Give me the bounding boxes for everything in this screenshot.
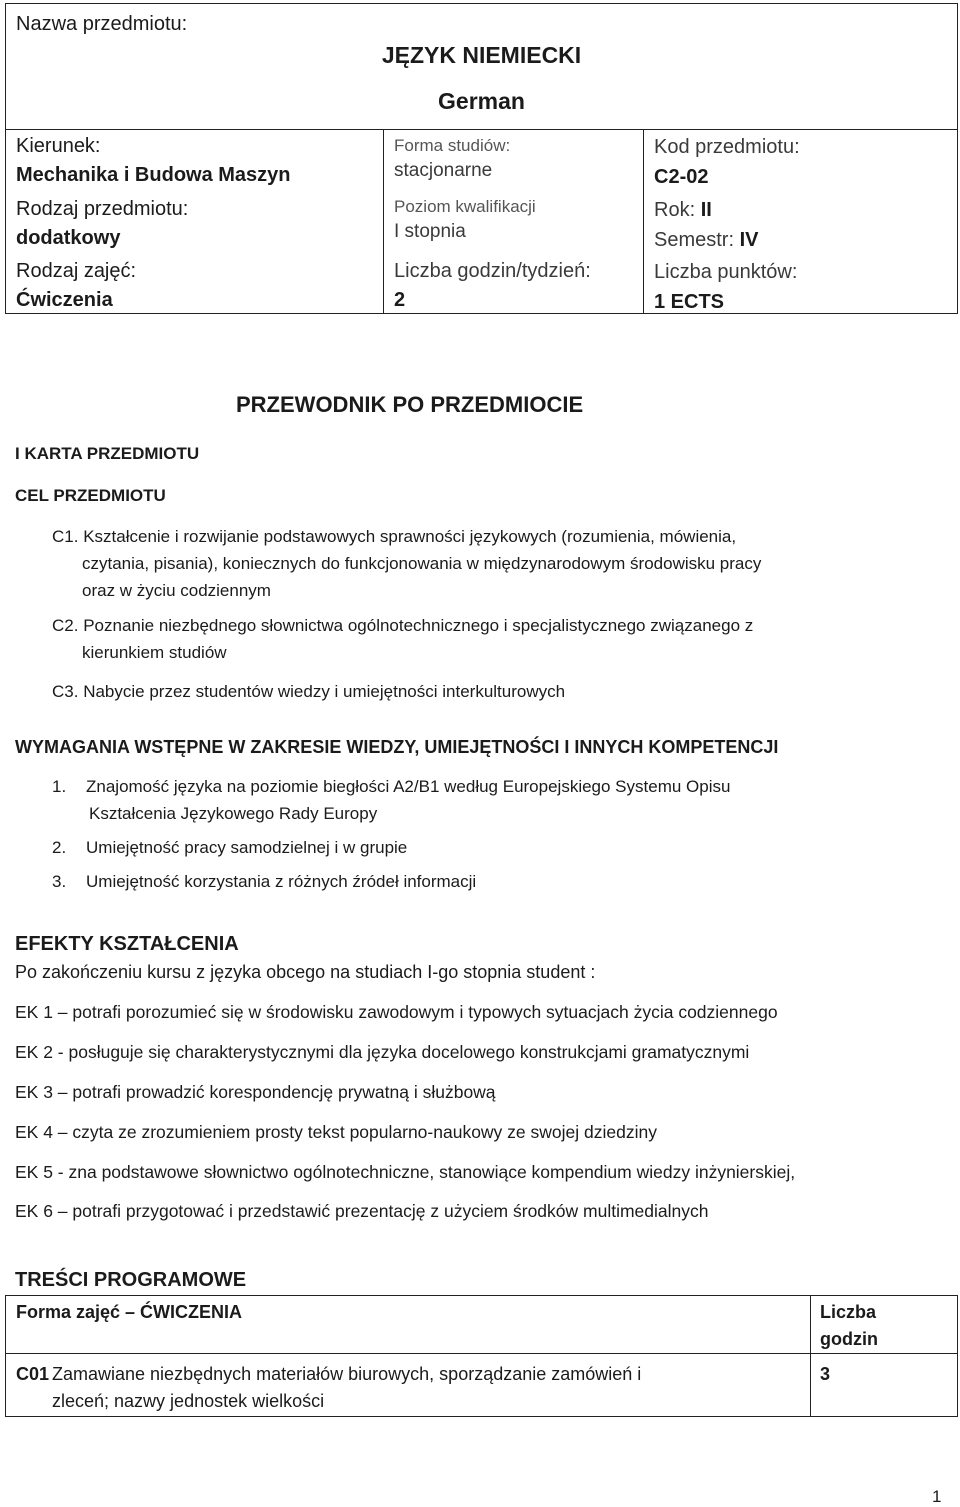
learning-effect: EK 1 – potrafi porozumieć się w środowisku zawodowym i typowych sytuacjach życia codziennego bbox=[15, 1002, 778, 1022]
hours-value: 2 bbox=[394, 289, 406, 311]
table-header-hours bbox=[820, 1299, 878, 1353]
requirement-text: Umiejętność pracy samodzielnej i w grupie bbox=[86, 838, 408, 857]
program-title: TREŚCI PROGRAMOWE bbox=[15, 1269, 247, 1291]
column-divider-2 bbox=[643, 129, 644, 313]
requirements-title: WYMAGANIA WSTĘPNE W ZAKRESIE WIEDZY, UMIEJĘTNOŚCI I INNYCH KOMPETENCJI bbox=[15, 737, 779, 757]
goal-code: C2. bbox=[52, 616, 79, 635]
code-block bbox=[654, 132, 800, 192]
row-topic: Zamawiane niezbędnych materiałów biurowych, sporządzanie zamówień i bbox=[52, 1364, 642, 1384]
goal-text-cont: kierunkiem studiów bbox=[82, 643, 227, 662]
hours-block bbox=[394, 257, 591, 315]
learning-effect: EK 2 - posługuje się charakterystycznymi dla języka docelowego konstrukcjami gramatycznymi bbox=[15, 1042, 750, 1062]
learning-effect: EK 6 – potrafi przygotować i przedstawić prezentację z użyciem środków multimedialnych bbox=[15, 1201, 709, 1221]
table-header-hours-line: Liczba bbox=[820, 1302, 877, 1322]
semester-value: IV bbox=[739, 229, 759, 251]
requirement-number: 2. bbox=[52, 838, 67, 857]
goal-item bbox=[52, 612, 942, 666]
goal-code: C3. bbox=[52, 682, 79, 701]
class-type-label: Rodzaj zajęć: bbox=[16, 260, 137, 282]
requirement-item bbox=[52, 834, 942, 861]
row-hours: 3 bbox=[820, 1364, 831, 1384]
course-header-table bbox=[5, 3, 958, 314]
course-title-english: German bbox=[438, 88, 525, 114]
code-value: C2-02 bbox=[654, 166, 709, 188]
table-header-hours-line: godzin bbox=[820, 1329, 878, 1349]
year-value: II bbox=[700, 199, 712, 221]
requirement-text-cont: Kształcenia Językowego Rady Europy bbox=[89, 804, 378, 823]
requirement-item bbox=[52, 868, 942, 895]
goal-title: CEL PRZEDMIOTU bbox=[15, 486, 166, 505]
points-value: 1 ECTS bbox=[654, 291, 725, 313]
points-block bbox=[654, 257, 797, 317]
program-table bbox=[5, 1295, 958, 1417]
learning-effect: EK 5 - zna podstawowe słownictwo ogólnotechniczne, stanowiące kompendium wiedzy inżynierskiej, bbox=[15, 1162, 796, 1182]
semester-label: Semestr: bbox=[654, 229, 735, 251]
class-type-block bbox=[16, 257, 136, 315]
year-label: Rok: bbox=[654, 199, 696, 221]
course-title: JĘZYK NIEMIECKI bbox=[381, 42, 582, 68]
row-topic-cont: zleceń; nazwy jednostek wielkości bbox=[52, 1391, 325, 1411]
row-code: C01 bbox=[16, 1364, 50, 1384]
requirement-text: Umiejętność korzystania z różnych źródeł informacji bbox=[86, 872, 477, 891]
table-column-divider bbox=[810, 1296, 811, 1416]
requirement-text: Znajomość języka na poziomie biegłości A2/B1 według Europejskiego Systemu Opisu bbox=[86, 777, 731, 796]
requirement-number: 1. bbox=[52, 777, 67, 796]
subject-type-value: dodatkowy bbox=[16, 227, 121, 249]
header-divider bbox=[6, 129, 957, 130]
year-line bbox=[654, 195, 759, 225]
points-label: Liczba punktów: bbox=[654, 261, 798, 283]
qualification-block bbox=[394, 195, 536, 245]
study-form-block bbox=[394, 134, 510, 184]
qualification-value: I stopnia bbox=[394, 221, 466, 242]
guide-title: PRZEWODNIK PO PRZEDMIOCIE bbox=[236, 392, 584, 417]
table-row-line bbox=[16, 1361, 796, 1388]
hours-label: Liczba godzin/tydzień: bbox=[394, 260, 591, 282]
effects-intro: Po zakończeniu kursu z języka obcego na studiach I-go stopnia student : bbox=[15, 962, 596, 982]
year-semester-block bbox=[654, 195, 759, 255]
semester-line bbox=[654, 225, 759, 255]
direction-block bbox=[16, 132, 291, 190]
table-header-form: Forma zajęć – ĆWICZENIA bbox=[16, 1302, 243, 1322]
table-row bbox=[16, 1361, 796, 1415]
learning-effect: EK 3 – potrafi prowadzić korespondencję prywatną i służbową bbox=[15, 1082, 496, 1102]
subject-name-label: Nazwa przedmiotu: bbox=[16, 13, 188, 35]
class-type-value: Ćwiczenia bbox=[16, 289, 113, 311]
study-form-value: stacjonarne bbox=[394, 160, 493, 181]
subject-type-label: Rodzaj przedmiotu: bbox=[16, 198, 189, 220]
goal-item bbox=[52, 678, 942, 705]
goal-code: C1. bbox=[52, 527, 79, 546]
requirement-number: 3. bbox=[52, 872, 67, 891]
goal-text: Poznanie niezbędnego słownictwa ogólnotechnicznego i specjalistycznego związanego z bbox=[83, 616, 754, 635]
learning-effect: EK 4 – czyta ze zrozumieniem prosty tekst popularno-naukowy ze swojej dziedziny bbox=[15, 1122, 657, 1142]
goal-text: Kształcenie i rozwijanie podstawowych sprawności językowych (rozumienia, mówienia, bbox=[83, 527, 737, 546]
goal-text-cont: czytania, pisania), koniecznych do funkcjonowania w międzynarodowym środowisku pracy bbox=[82, 554, 762, 573]
card-title: I KARTA PRZEDMIOTU bbox=[15, 444, 200, 463]
direction-label: Kierunek: bbox=[16, 135, 101, 157]
study-form-label: Forma studiów: bbox=[394, 136, 511, 155]
goal-text: Nabycie przez studentów wiedzy i umiejętności interkulturowych bbox=[83, 682, 566, 701]
effects-title: EFEKTY KSZTAŁCENIA bbox=[15, 933, 239, 955]
qualification-label: Poziom kwalifikacji bbox=[394, 197, 536, 216]
subject-type-block bbox=[16, 195, 188, 253]
goal-item bbox=[52, 523, 942, 604]
table-row-divider bbox=[6, 1353, 957, 1354]
direction-value: Mechanika i Budowa Maszyn bbox=[16, 164, 291, 186]
code-label: Kod przedmiotu: bbox=[654, 136, 800, 158]
goal-text-cont: oraz w życiu codziennym bbox=[82, 581, 271, 600]
page-number: 1 bbox=[932, 1487, 942, 1506]
requirement-item bbox=[52, 773, 942, 827]
column-divider-1 bbox=[383, 129, 384, 313]
